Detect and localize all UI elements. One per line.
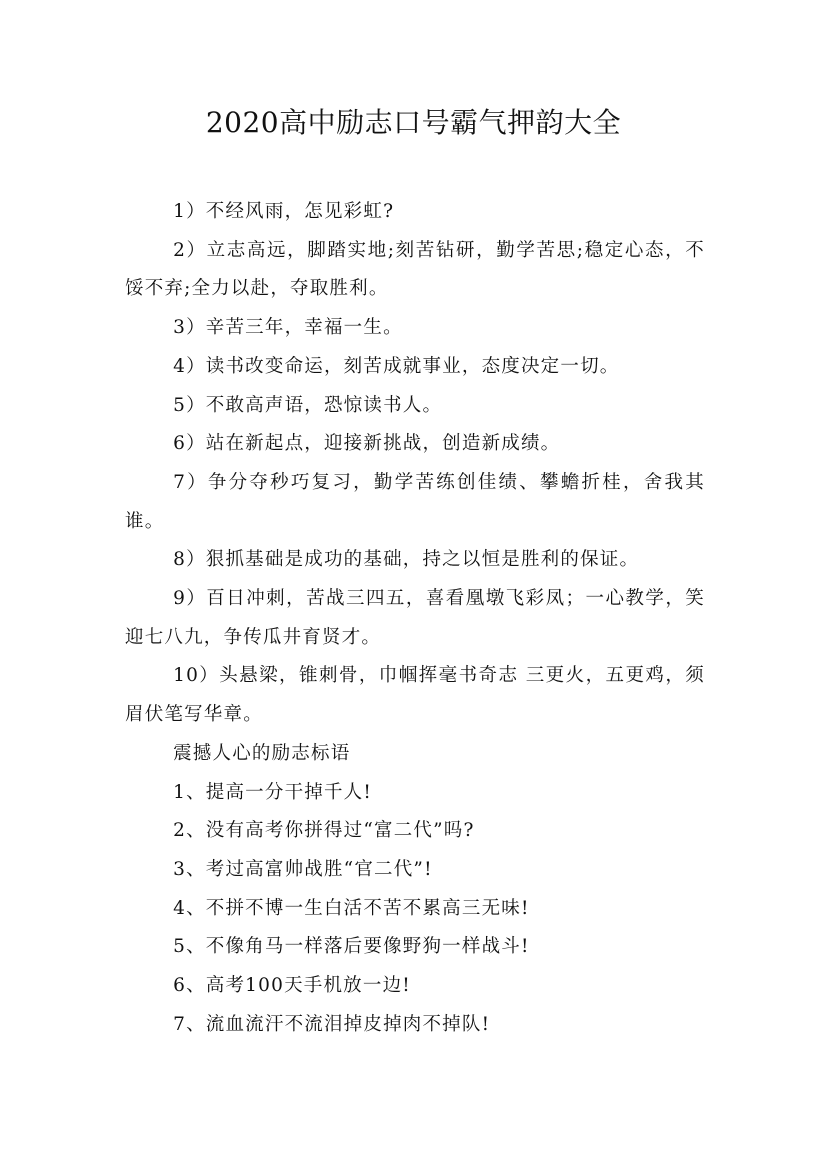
slogan-6: 6、高考100天手机放一边! (173, 975, 411, 997)
paragraph-6: 6）站在新起点，迎接新挑战，创造新成绩。 (173, 433, 561, 455)
slogan-5: 5、不像角马一样落后要像野狗一样战斗! (173, 936, 530, 958)
slogan-3: 3、考过高富帅战胜“官二代”! (173, 858, 433, 880)
section-heading: 震撼人心的励志标语 (173, 742, 351, 764)
document-body (125, 193, 705, 1044)
paragraph-3: 3）辛苦三年，幸福一生。 (173, 317, 403, 339)
paragraph-4: 4）读书改变命运，刻苦成就事业，态度决定一切。 (173, 355, 620, 377)
paragraph-9: 9）百日冲刺，苦战三四五，喜看凰墩飞彩凤；一心教学，笑迎七八九，争传瓜井育贤才。 (125, 588, 705, 648)
slogan-2: 2、没有高考你拼得过“富二代”吗? (173, 820, 475, 842)
slogan-1: 1、提高一分干掉千人! (173, 781, 372, 803)
paragraph-10: 10）头悬梁，锥刺骨，巾帼挥毫书奇志 三更火，五更鸡，须眉伏笔写华章。 (125, 665, 705, 726)
paragraph-2: 2）立志高远，脚踏实地;刻苦钻研，勤学苦思;稳定心态，不馁不弃;全力以赴，夺取胜利。 (125, 239, 705, 300)
paragraph-1: 1）不经风雨，怎见彩虹? (173, 201, 395, 222)
slogan-4: 4、不拼不博一生白活不苦不累高三无味! (173, 897, 530, 919)
paragraph-7: 7）争分夺秒巧复习，勤学苦练创佳绩、攀蟾折桂，舍我其谁。 (125, 471, 705, 532)
slogan-7: 7、流血流汗不流泪掉皮掉肉不掉队! (173, 1013, 491, 1035)
document-title: 2020高中励志口号霸气押韵大全 (205, 106, 622, 139)
paragraph-5: 5）不敢高声语，恐惊读书人。 (173, 394, 443, 416)
paragraph-8: 8）狠抓基础是成功的基础，持之以恒是胜利的保证。 (173, 549, 640, 571)
